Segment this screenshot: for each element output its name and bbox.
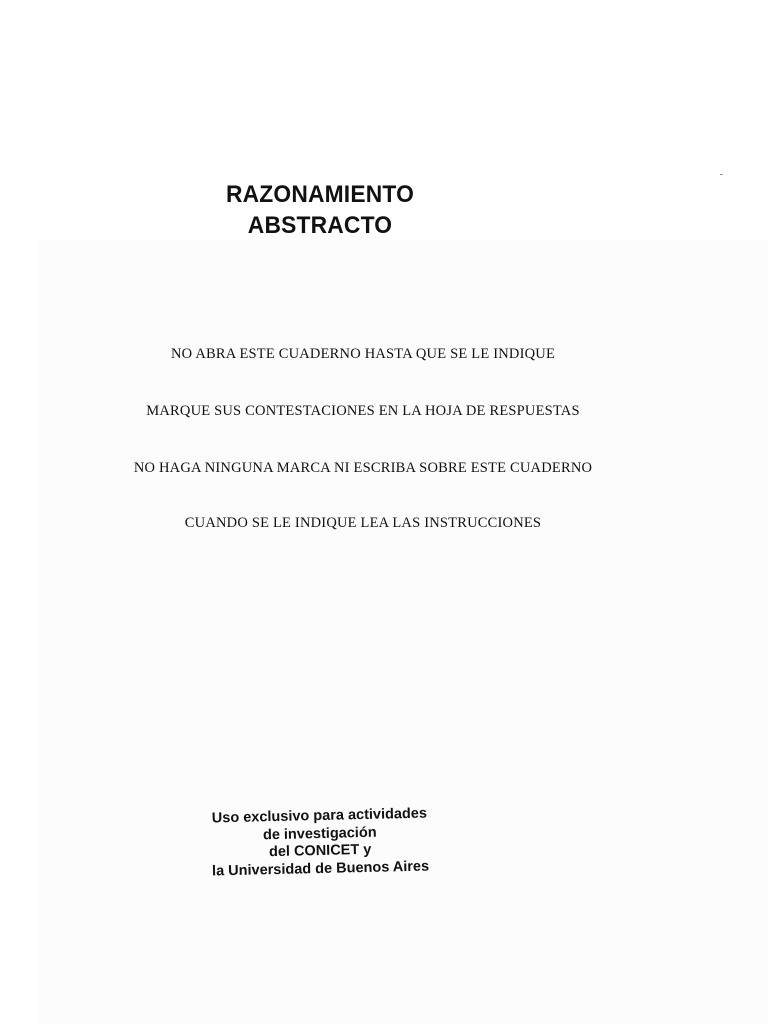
usage-notice bbox=[179, 805, 461, 881]
title-line-1: RAZONAMIENTO bbox=[225, 181, 415, 208]
usage-notice-line-3: del CONICET y bbox=[268, 841, 372, 861]
usage-notice-line-1: Uso exclusivo para actividades bbox=[211, 805, 428, 827]
scan-speck bbox=[720, 174, 723, 175]
title-line-2: ABSTRACTO bbox=[247, 212, 393, 239]
document-title bbox=[159, 179, 482, 241]
usage-notice-line-4: la Universidad de Buenos Aires bbox=[211, 858, 430, 879]
usage-notice-line-2: de investigación bbox=[262, 824, 377, 843]
instruction-no-marks: NO HAGA NINGUNA MARCA NI ESCRIBA SOBRE ESTE CUADERNO bbox=[133, 460, 593, 476]
instruction-mark-answers: MARQUE SUS CONTESTACIONES EN LA HOJA DE RESPUESTAS bbox=[146, 403, 580, 419]
instruction-read-instructions: CUANDO SE LE INDIQUE LEA LAS INSTRUCCIONES bbox=[184, 515, 542, 531]
instruction-do-not-open: NO ABRA ESTE CUADERNO HASTA QUE SE LE INDIQUE bbox=[170, 346, 556, 362]
